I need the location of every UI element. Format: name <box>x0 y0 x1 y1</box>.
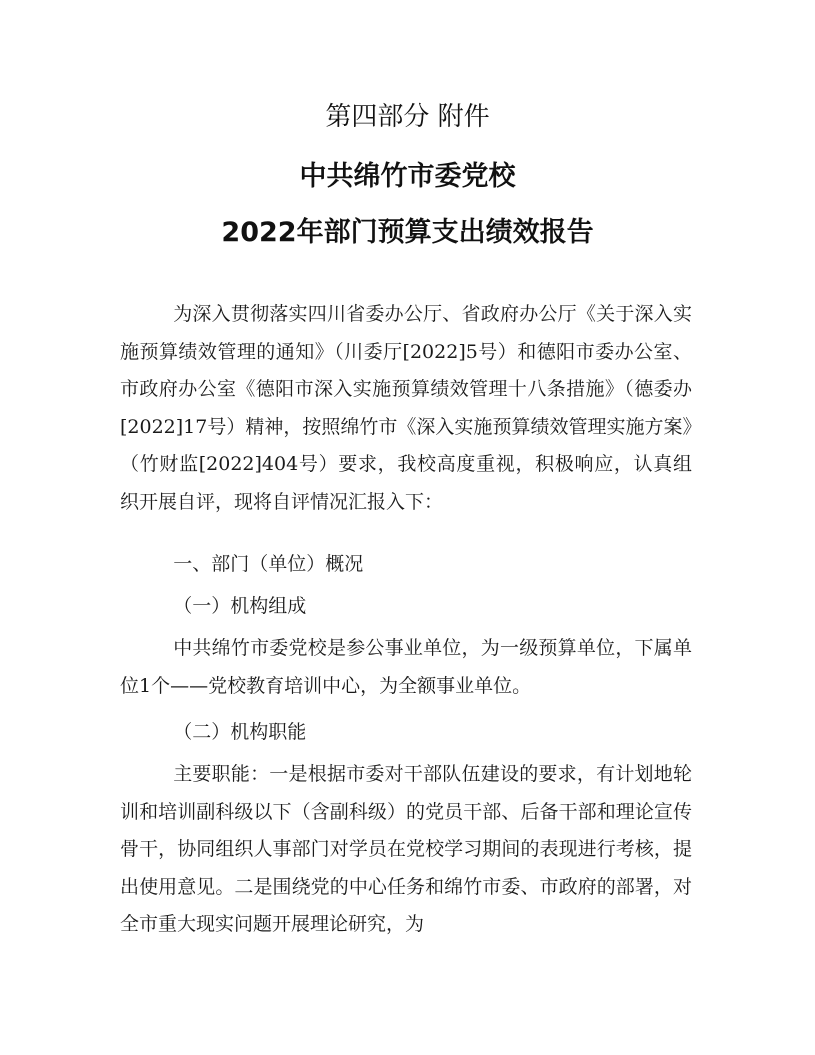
subsection-heading-functions: （二）机构职能 <box>173 721 307 743</box>
organization-title: 中共绵竹市委党校 <box>299 161 516 192</box>
composition-paragraph: 中共绵竹市委党校是参公事业单位，为一级预算单位，下属单位1个——党校教育培训中心，为全额事业单位。 <box>120 637 692 697</box>
subsection-heading-composition: （一）机构组成 <box>173 595 307 617</box>
functions-paragraph: 主要职能：一是根据市委对干部队伍建设的要求，有计划地轮训和培训副科级以下（含副科级）的党员干部、后备干部和理论宣传骨干，协同组织人事部门对学员在党校学习期间的表现进行考核，提出使用意见。二是围绕党的中心任务和绵竹市委、市政府的部署，对全市重大现实问题开展理论研究，为 <box>120 763 692 935</box>
section-heading-overview: 一、部门（单位）概况 <box>173 553 364 575</box>
intro-paragraph: 为深入贯彻落实四川省委办公厅、省政府办公厅《关于深入实施预算绩效管理的通知》（川委厅[2022]5号）和德阳市委办公室、市政府办公室《德阳市深入实施预算绩效管理十八条措施》（德委办[2022]17号）精神，按照绵竹市《深入实施预算绩效管理实施方案》（竹财监[2022]404号）要求，我校高度重视，积极响应，认真组织开展自评，现将自评情况汇报入下： <box>120 303 692 513</box>
section-title: 第四部分 附件 <box>325 102 490 132</box>
report-title: 2022年部门预算支出绩效报告 <box>221 217 594 248</box>
